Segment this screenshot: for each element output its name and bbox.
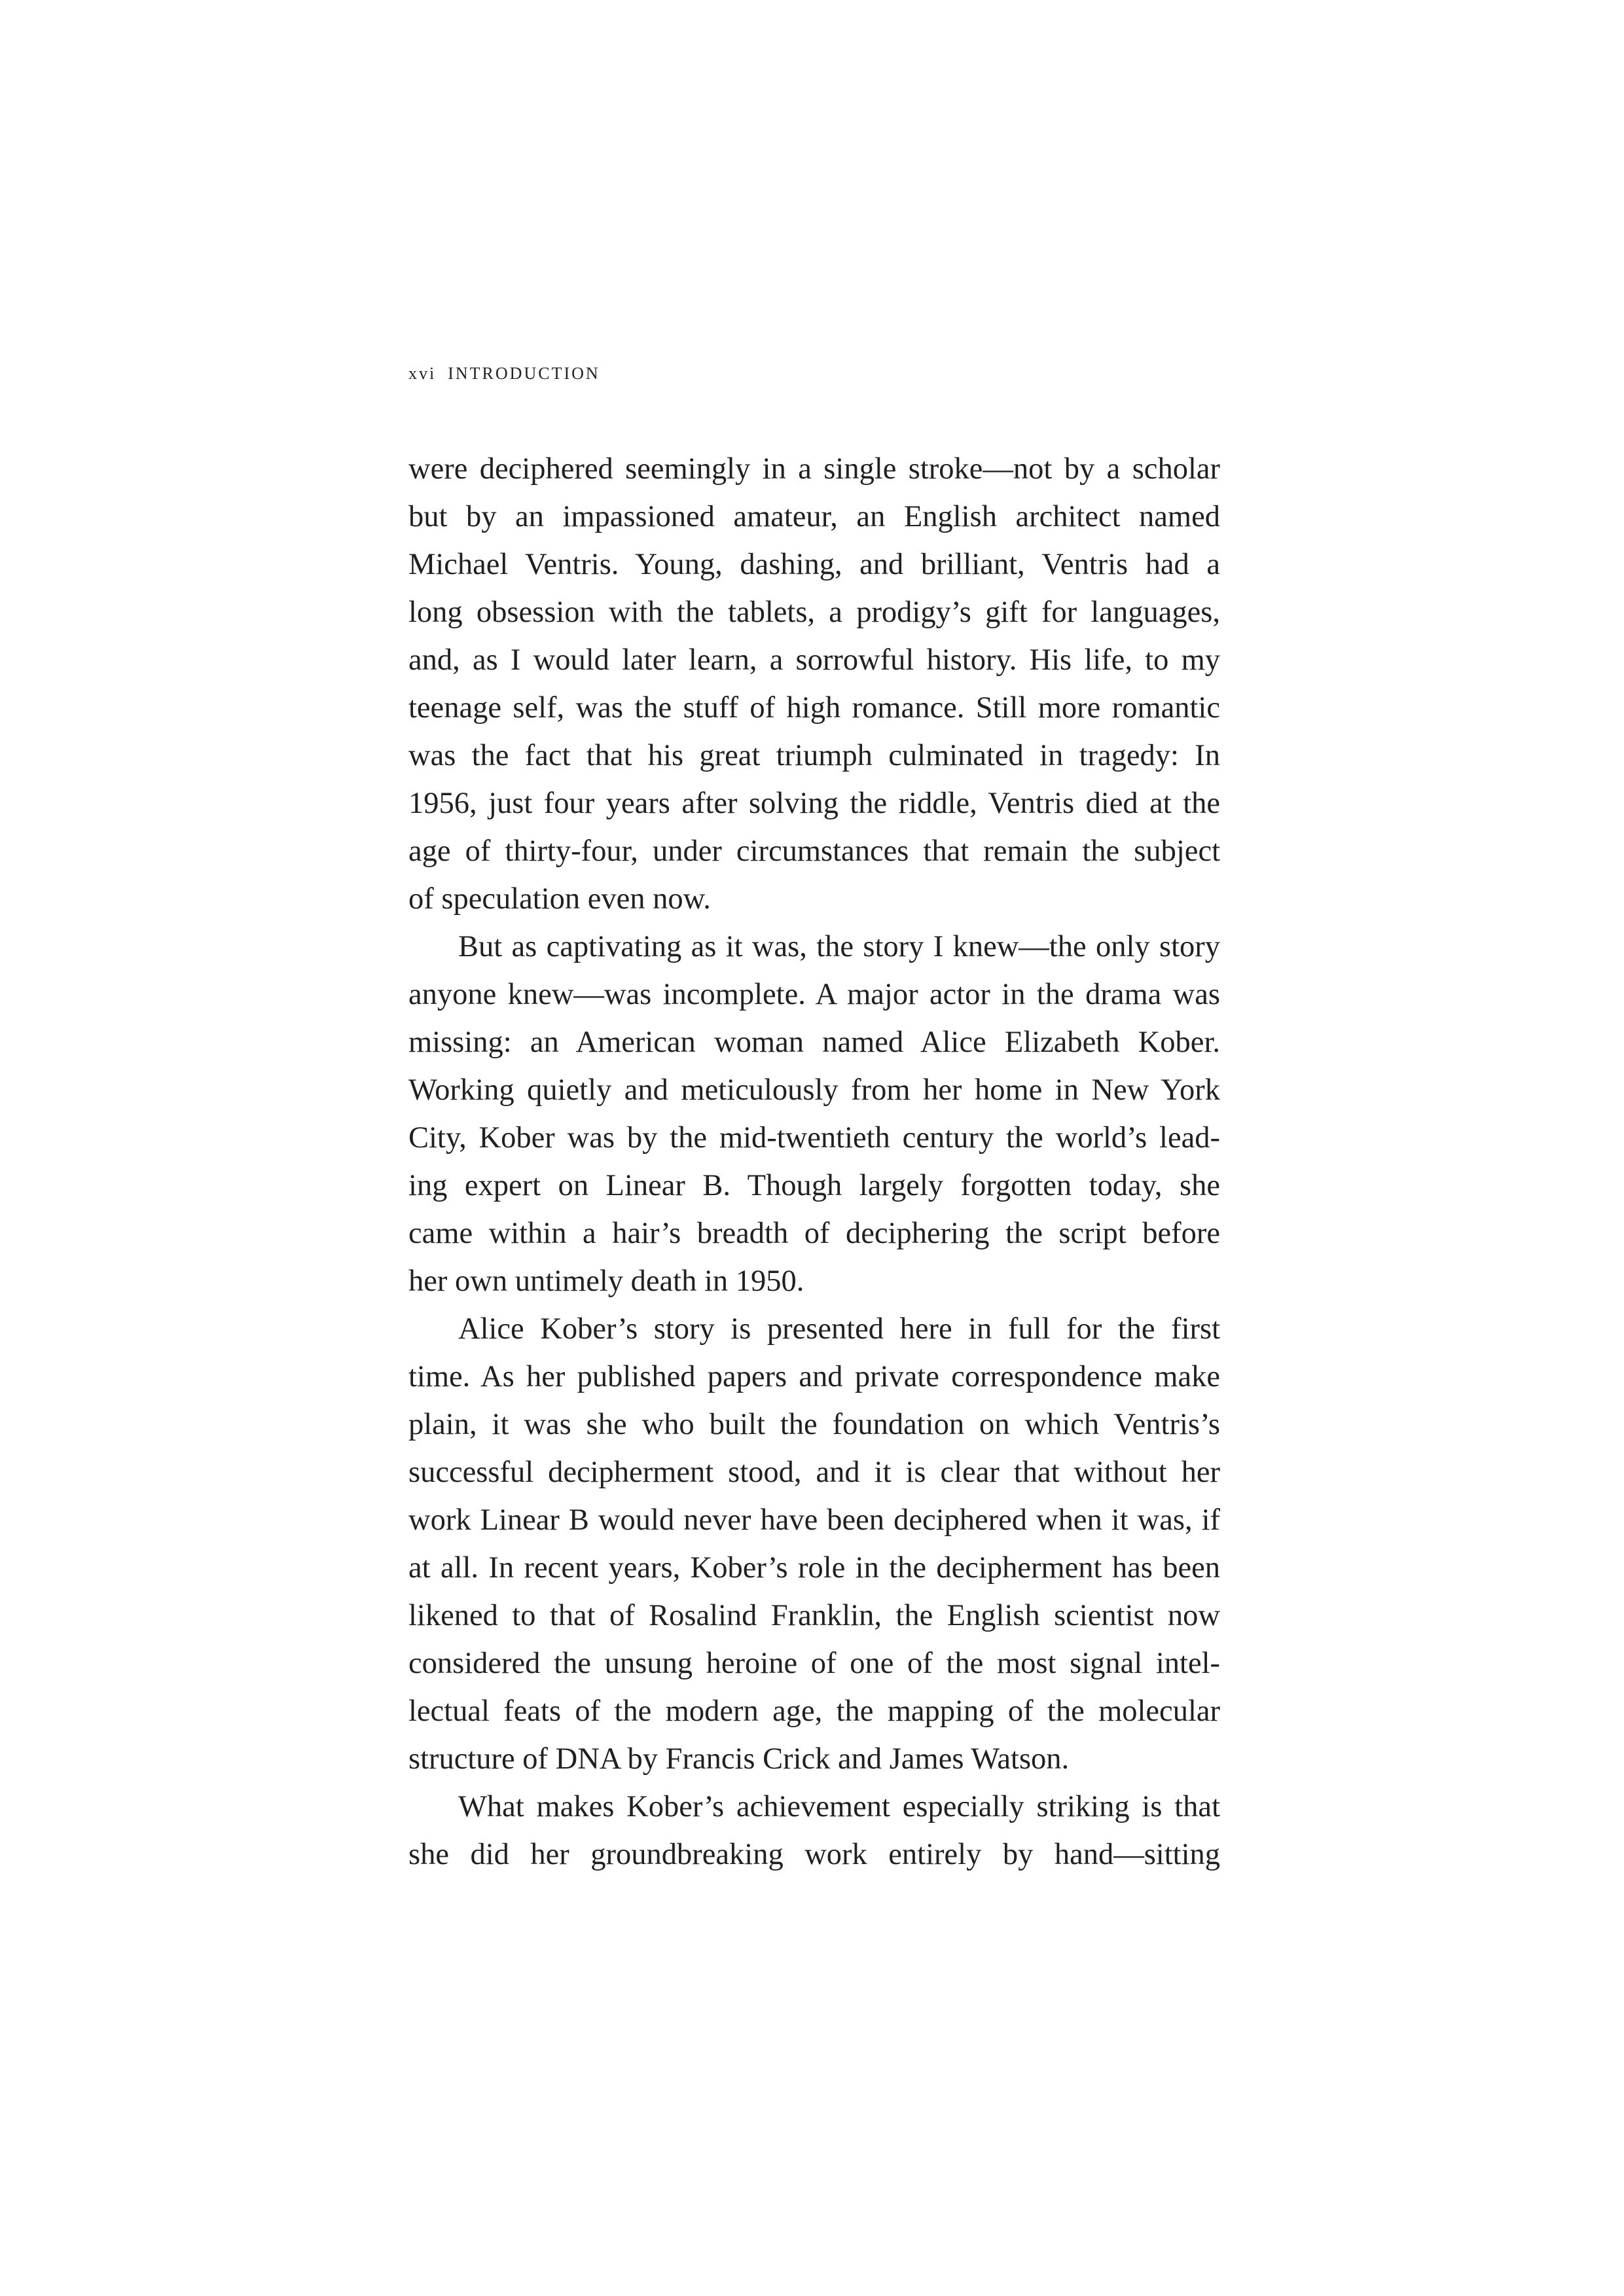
text-line: but by an impassioned amateur, an English architect named bbox=[408, 500, 1220, 533]
paragraph bbox=[408, 923, 1220, 1305]
paragraph bbox=[408, 445, 1220, 923]
text-line: age of thirty-four, under circumstances that remain the subject bbox=[408, 834, 1220, 868]
text-line: long obsession with the tablets, a prodigy’s gift for languages, bbox=[408, 596, 1220, 629]
text-line: at all. In recent years, Kober’s role in the decipherment has been bbox=[408, 1551, 1220, 1585]
body-text bbox=[408, 445, 1220, 1878]
text-line: and, as I would later learn, a sorrowful history. His life, to my bbox=[408, 643, 1220, 677]
text-line: anyone knew—was incomplete. A major actor in the drama was bbox=[408, 978, 1220, 1011]
text-line: What makes Kober’s achievement especially striking is that bbox=[458, 1790, 1220, 1823]
text-line: Michael Ventris. Young, dashing, and brilliant, Ventris had a bbox=[408, 548, 1220, 581]
text-line: her own untimely death in 1950. bbox=[408, 1265, 804, 1298]
page-number: xvi bbox=[408, 364, 437, 383]
text-line: Working quietly and meticulously from her home in New York bbox=[408, 1073, 1220, 1107]
text-line: she did her groundbreaking work entirely by hand—sitting bbox=[408, 1838, 1220, 1871]
text-line: time. As her published papers and private correspondence make bbox=[408, 1360, 1220, 1393]
text-line: City, Kober was by the mid-twentieth century the world’s lead- bbox=[408, 1121, 1220, 1155]
text-line: considered the unsung heroine of one of the most signal intel- bbox=[408, 1647, 1220, 1680]
text-line: was the fact that his great triumph culminated in tragedy: In bbox=[408, 739, 1220, 772]
text-line: missing: an American woman named Alice Elizabeth Kober. bbox=[408, 1026, 1220, 1059]
text-line: 1956, just four years after solving the riddle, Ventris died at the bbox=[408, 787, 1220, 820]
running-head bbox=[408, 364, 600, 384]
text-line: teenage self, was the stuff of high romance. Still more romantic bbox=[408, 691, 1220, 725]
text-line: successful decipherment stood, and it is clear that without her bbox=[408, 1456, 1220, 1489]
paragraph bbox=[408, 1783, 1220, 1878]
text-line: ing expert on Linear B. Though largely forgotten today, she bbox=[408, 1169, 1220, 1202]
text-line: work Linear B would never have been deciphered when it was, if bbox=[408, 1503, 1220, 1537]
text-line: were deciphered seemingly in a single stroke—not by a scholar bbox=[408, 452, 1220, 486]
text-line: likened to that of Rosalind Franklin, the English scientist now bbox=[408, 1599, 1220, 1632]
text-line: lectual feats of the modern age, the mapping of the molecular bbox=[408, 1695, 1220, 1728]
running-title: INTRODUCTION bbox=[448, 364, 600, 383]
text-line: came within a hair’s breadth of deciphering the script before bbox=[408, 1217, 1220, 1250]
text-line: structure of DNA by Francis Crick and James Watson. bbox=[408, 1742, 1070, 1776]
text-line: But as captivating as it was, the story I knew—the only story bbox=[458, 930, 1220, 963]
text-line: of speculation even now. bbox=[408, 882, 711, 916]
paragraph bbox=[408, 1305, 1220, 1783]
text-line: plain, it was she who built the foundation on which Ventris’s bbox=[408, 1408, 1220, 1441]
text-line: Alice Kober’s story is presented here in full for the first bbox=[458, 1312, 1220, 1346]
